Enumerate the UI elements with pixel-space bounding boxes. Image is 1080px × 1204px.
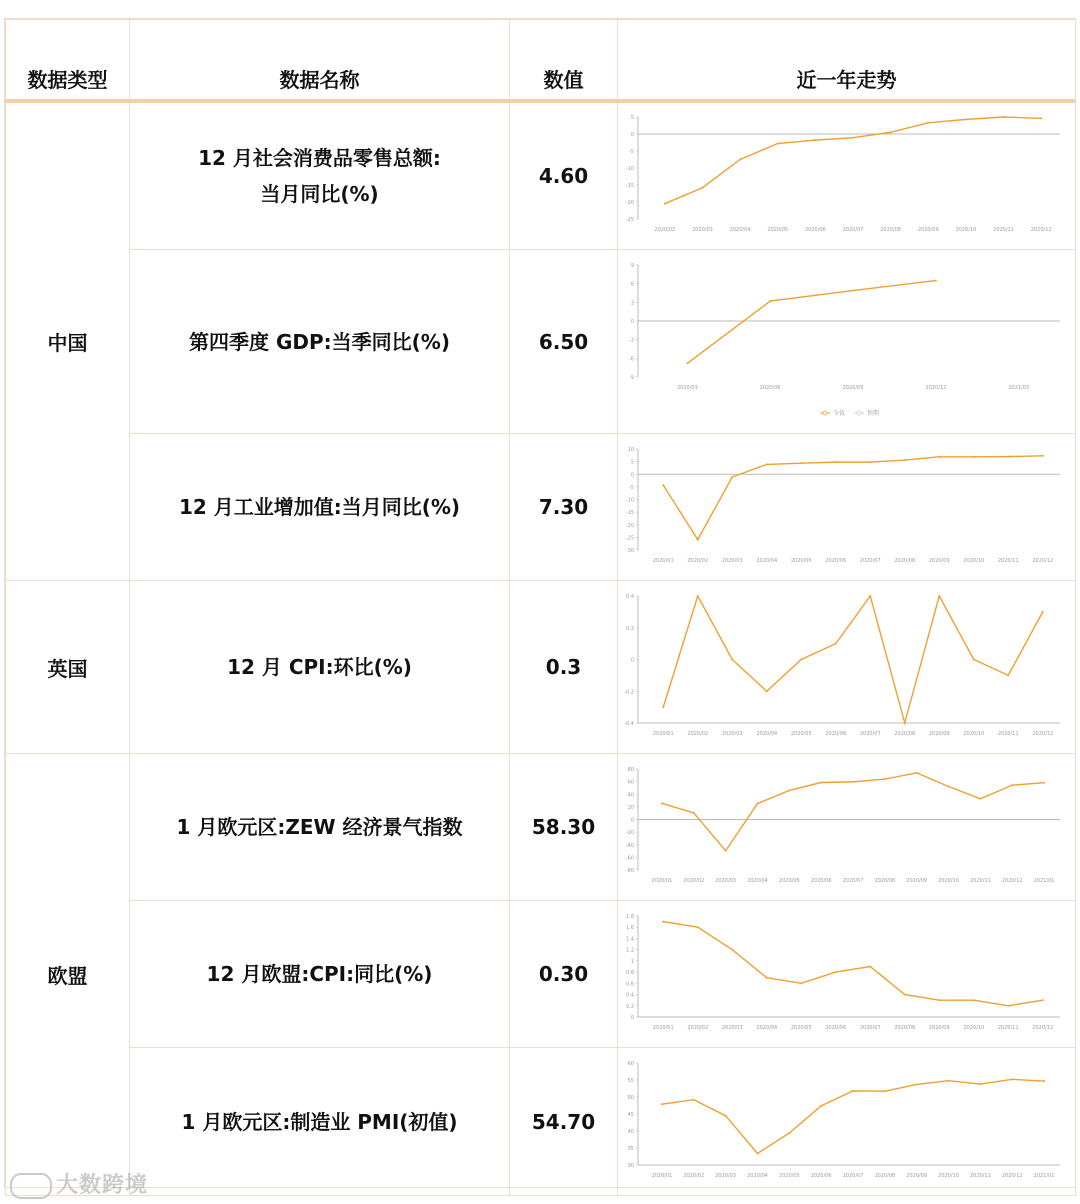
x-tick-label: 2020/01 [652,730,674,737]
y-tick-label: 3 [630,299,634,306]
y-tick-label: 0.4 [626,992,634,999]
data-point [725,1114,727,1116]
data-point [1007,1004,1009,1006]
data-point [979,797,981,799]
header-category: 数据类型 [6,20,130,102]
x-tick-label: 2020/03 [692,227,713,233]
data-point [938,999,940,1001]
data-point [979,1083,981,1085]
x-tick-label: 2020/05 [778,877,800,884]
x-tick-label: 2020/12 [925,384,947,391]
y-tick-label: 60 [627,1060,634,1067]
data-point [701,187,703,189]
data-point [869,965,871,967]
data-point [739,159,741,161]
y-tick-label: 40 [627,791,634,798]
category-cell [6,754,130,1196]
category-label: 欧盟 [47,964,88,988]
trend-chart [618,103,1074,249]
data-point [938,595,940,597]
x-tick-label: 2020/07 [842,227,864,233]
y-tick-label: 0.6 [626,980,634,987]
data-point [1043,1080,1045,1082]
series-line [687,280,935,363]
trend-cell [618,901,1076,1048]
y-tick-label: 0.2 [626,625,634,632]
y-tick-label: 0 [630,318,634,325]
legend-label: 今值 [833,409,846,417]
data-point [916,1083,918,1085]
data-point [697,926,699,928]
data-point [725,849,727,851]
indicator-value: 58.30 [531,815,596,839]
x-tick-label: 2020/10 [963,557,985,564]
trend-chart [618,755,1074,900]
x-tick-label: 2020/07 [859,557,881,564]
data-point [1003,116,1005,118]
data-point [835,461,837,463]
indicator-name-cell [130,250,510,434]
x-tick-label: 2020/02 [683,1172,705,1179]
data-point [693,811,695,813]
data-point [884,778,886,780]
data-point [814,139,816,141]
header-name: 数据名称 [130,20,510,102]
x-tick-label: 2020/07 [842,877,864,884]
x-tick-label: 2020/09 [928,730,950,737]
indicator-name-line: 第四季度 GDP:当季同比(%) [189,329,450,354]
x-tick-label: 2020/06 [804,227,826,233]
x-tick-label: 2020/06 [825,1024,847,1031]
x-tick-label: 2021/01 [1033,1172,1055,1179]
table-row [6,434,1076,581]
x-tick-label: 2020/03 [677,384,698,391]
y-tick-label: 35 [627,1145,634,1152]
x-tick-label: 2020/05 [790,1024,812,1031]
indicator-name-cell [130,1048,510,1196]
y-tick-label: -10 [625,497,634,503]
y-tick-label: 55 [627,1077,634,1084]
table-row [6,754,1076,901]
series-line [663,455,1043,539]
x-tick-label: 2020/06 [810,877,832,884]
trend-chart [618,1049,1074,1195]
data-point [693,1098,695,1100]
value-cell [510,581,618,754]
y-tick-label: -10 [625,166,634,172]
y-tick-label: -30 [625,547,634,554]
x-tick-label: 2020/10 [963,1024,985,1031]
value-cell [510,1048,618,1196]
data-point [777,143,779,145]
y-tick-label: 0 [630,657,634,663]
series-line [663,596,1043,723]
series-line [663,921,1043,1005]
data-point [731,658,733,660]
x-tick-label: 2020/08 [874,1172,896,1179]
data-point [852,1089,854,1091]
legend-label: 预期 [867,409,880,417]
data-table-container [4,18,1076,1188]
x-tick-label: 2020/02 [683,877,705,884]
y-tick-label: 50 [627,1094,634,1101]
data-point [904,993,906,995]
trend-chart [618,902,1074,1047]
y-tick-label: 5 [630,459,634,466]
x-tick-label: 2020/05 [778,1172,800,1179]
x-tick-label: 2020/03 [721,557,743,564]
table-body [6,101,1076,1196]
y-tick-label: -6 [629,355,634,362]
x-tick-label: 2020/12 [1032,1024,1054,1031]
x-tick-label: 2021/01 [1033,877,1055,884]
y-tick-label: -3 [629,337,634,344]
x-tick-label: 2020/05 [767,227,789,233]
y-tick-label: 20 [627,804,634,811]
trend-cell [618,754,1076,901]
data-point [756,802,758,804]
y-tick-label: 6 [630,281,634,288]
data-point [1011,1078,1013,1080]
y-tick-label: 0 [630,817,634,823]
indicator-name-line: 当月同比(%) [260,182,379,206]
y-tick-label: -80 [625,867,634,874]
x-tick-label: 2020/03 [715,877,737,884]
x-tick-label: 2020/07 [859,1024,881,1031]
data-point [788,1132,790,1134]
trend-cell [618,101,1076,250]
x-tick-label: 2020/06 [759,384,781,391]
category-label: 英国 [47,656,88,681]
value-cell [510,901,618,1048]
table-row [6,250,1076,434]
x-tick-label: 2020/04 [756,730,778,737]
x-tick-label: 2020/08 [874,877,896,884]
data-point [697,538,699,540]
data-point [948,785,950,787]
y-tick-label: 40 [627,1128,634,1135]
x-tick-label: 2020/12 [1032,557,1054,564]
y-tick-label: 10 [627,446,634,453]
indicator-name-line: 12 月工业增加值:当月同比(%) [178,495,461,519]
x-tick-label: 2020/10 [938,877,959,884]
y-tick-label: 0.2 [626,1003,634,1010]
table-row [6,581,1076,754]
indicator-name-line: 12 月社会消费品零售总额: [198,146,441,170]
x-tick-label: 2020/06 [810,1172,832,1179]
data-point [1042,454,1044,456]
x-tick-label: 2020/11 [969,1172,991,1179]
trend-chart [618,251,1074,433]
y-tick-label: -25 [625,217,634,223]
data-point [1042,610,1044,612]
x-tick-label: 2020/09 [917,227,939,233]
x-tick-label: 2020/03 [721,730,743,737]
y-tick-label: 45 [627,1111,634,1118]
x-tick-label: 2020/10 [938,1172,959,1179]
data-point [904,722,906,724]
watermark [10,1168,148,1199]
legend-marker [823,411,827,415]
y-tick-label: 1.8 [626,913,634,920]
indicator-value: 4.60 [538,164,589,188]
x-tick-label: 2020/04 [756,1024,778,1031]
data-point [800,462,802,464]
watermark-logo-icon [10,1173,52,1199]
data-point [869,595,871,597]
y-tick-label: -9 [629,374,634,381]
x-tick-label: 2020/03 [721,1024,743,1031]
x-tick-label: 2020/10 [963,730,985,737]
x-tick-label: 2020/08 [894,730,916,737]
y-tick-label: -20 [625,829,634,836]
trend-cell [618,581,1076,754]
data-point [766,690,768,692]
data-point [935,279,937,281]
y-tick-label: 1.6 [626,924,634,931]
y-tick-label: 0.8 [626,969,634,976]
header-trend: 近一年走势 [618,20,1076,102]
x-tick-label: 2020/04 [729,227,751,233]
y-tick-label: 1 [630,958,634,965]
series-line [662,772,1044,850]
indicator-name-line: 1 月欧元区:制造业 PMI(初值) [181,1109,458,1134]
data-point [869,461,871,463]
data-point [965,118,967,120]
category-cell [6,581,130,754]
data-point [820,1104,822,1106]
value-cell [510,101,618,250]
table-row [6,101,1076,250]
data-point [890,131,892,133]
data-point [800,658,802,660]
x-tick-label: 2020/04 [747,1172,768,1179]
x-tick-label: 2020/12 [1001,1172,1023,1179]
data-point [852,780,854,782]
y-tick-label: 0 [630,1014,634,1021]
y-tick-label: -15 [625,183,634,189]
x-tick-label: 2020/12 [1001,877,1023,884]
data-point [800,982,802,984]
x-tick-label: 2020/05 [790,730,812,737]
y-tick-label: -25 [625,534,634,541]
data-point [686,362,688,364]
trend-chart [618,582,1074,753]
x-tick-label: 2020/01 [651,877,673,884]
indicator-name-cell [130,581,510,754]
value-cell [510,754,618,901]
data-point [973,658,975,660]
x-tick-label: 2020/06 [825,730,847,737]
x-tick-label: 2020/05 [790,557,812,564]
trend-cell [618,250,1076,434]
data-point [835,642,837,644]
data-point [1011,784,1013,786]
y-tick-label: 5 [630,115,634,121]
data-point [948,1079,950,1081]
x-tick-label: 2020/01 [652,1024,674,1031]
table-row [6,901,1076,1048]
y-tick-label: 80 [627,766,634,773]
x-tick-label: 2021/03 [1008,384,1029,391]
y-tick-label: 9 [630,262,634,269]
indicator-value: 54.70 [531,1109,596,1134]
data-point [884,1090,886,1092]
x-tick-label: 2020/02 [687,1024,709,1031]
value-cell [510,250,618,434]
indicator-name-line: 12 月欧盟:CPI:同比(%) [206,962,433,986]
x-tick-label: 2020/01 [651,1172,673,1179]
y-tick-label: -0.2 [624,688,634,695]
indicator-name-cell [130,434,510,581]
header-value: 数值 [510,20,618,102]
category-label: 中国 [47,331,88,355]
x-tick-label: 2020/04 [747,877,768,884]
indicator-value: 7.30 [538,495,589,519]
trend-chart [618,435,1074,580]
data-point [904,459,906,461]
data-point [835,971,837,973]
data-point [664,203,666,205]
header-row [6,20,1076,102]
data-point [1007,455,1009,457]
y-tick-label: -5 [629,484,634,491]
x-tick-label: 2020/11 [997,730,1019,737]
x-tick-label: 2020/10 [955,227,977,233]
x-tick-label: 2020/06 [825,557,847,564]
y-tick-label: -0.4 [624,720,634,727]
x-tick-label: 2020/07 [859,730,881,737]
data-point [662,484,664,486]
x-tick-label: 2020/03 [715,1172,737,1179]
x-tick-label: 2020/11 [969,877,991,884]
y-tick-label: 0 [630,132,634,138]
y-tick-label: 30 [627,1162,634,1169]
x-tick-label: 2020/02 [687,557,709,564]
data-point [916,771,918,773]
y-tick-label: -15 [625,509,634,516]
indicator-value: 6.50 [538,329,589,354]
data-point [662,706,664,708]
y-tick-label: -5 [629,149,634,155]
data-point [973,999,975,1001]
x-tick-label: 2020/09 [906,877,928,884]
category-cell [6,101,130,581]
y-tick-label: 0 [630,471,634,478]
x-tick-label: 2020/07 [842,1172,864,1179]
data-point [973,455,975,457]
x-tick-label: 2020/12 [1030,227,1052,233]
x-tick-label: 2020/11 [997,557,1019,564]
x-tick-label: 2020/04 [756,557,778,564]
y-tick-label: -20 [625,522,634,529]
data-point [662,920,664,922]
watermark-text: 大数跨境 [56,1173,149,1198]
series-line [665,117,1041,204]
x-tick-label: 2020/02 [687,730,709,737]
data-point [927,122,929,124]
data-point [766,976,768,978]
y-tick-label: -60 [625,854,634,861]
x-tick-label: 2020/01 [652,557,674,564]
data-point [731,948,733,950]
y-tick-label: 0.4 [626,593,634,600]
data-point [766,463,768,465]
data-point [661,802,663,804]
data-point [852,289,854,291]
table-row [6,1048,1076,1196]
data-point [852,137,854,139]
y-tick-label: 1.2 [626,947,634,954]
x-tick-label: 2020/09 [928,557,950,564]
data-point [938,455,940,457]
data-point [788,789,790,791]
data-point [769,300,771,302]
indicator-name-cell [130,754,510,901]
economic-data-table [5,19,1076,1196]
data-point [1007,674,1009,676]
data-point [820,781,822,783]
data-point [1040,117,1042,119]
value-cell [510,434,618,581]
data-point [731,476,733,478]
indicator-name-cell [130,101,510,250]
indicator-value: 0.3 [545,655,582,679]
indicator-name-line: 12 月 CPI:环比(%) [227,655,412,679]
data-point [1042,999,1044,1001]
data-point [1043,781,1045,783]
y-tick-label: 1.4 [626,935,634,942]
x-tick-label: 2020/02 [654,227,676,233]
data-point [756,1152,758,1154]
data-point [697,595,699,597]
trend-cell [618,434,1076,581]
y-tick-label: -40 [625,842,634,849]
x-tick-label: 2020/11 [993,227,1014,233]
x-tick-label: 2020/08 [880,227,902,233]
x-tick-label: 2020/08 [894,1024,916,1031]
legend-marker [857,411,861,415]
x-tick-label: 2020/11 [997,1024,1019,1031]
x-tick-label: 2020/12 [1032,730,1054,737]
x-tick-label: 2020/09 [928,1024,950,1031]
data-point [661,1103,663,1105]
x-tick-label: 2020/09 [842,384,864,391]
indicator-value: 0.30 [538,962,589,986]
y-tick-label: -20 [625,200,634,206]
trend-cell [618,1048,1076,1196]
indicator-name-cell [130,901,510,1048]
x-tick-label: 2020/08 [894,557,916,564]
y-tick-label: 60 [627,779,634,786]
x-tick-label: 2020/09 [906,1172,928,1179]
indicator-name-line: 1 月欧元区:ZEW 经济景气指数 [176,815,463,839]
